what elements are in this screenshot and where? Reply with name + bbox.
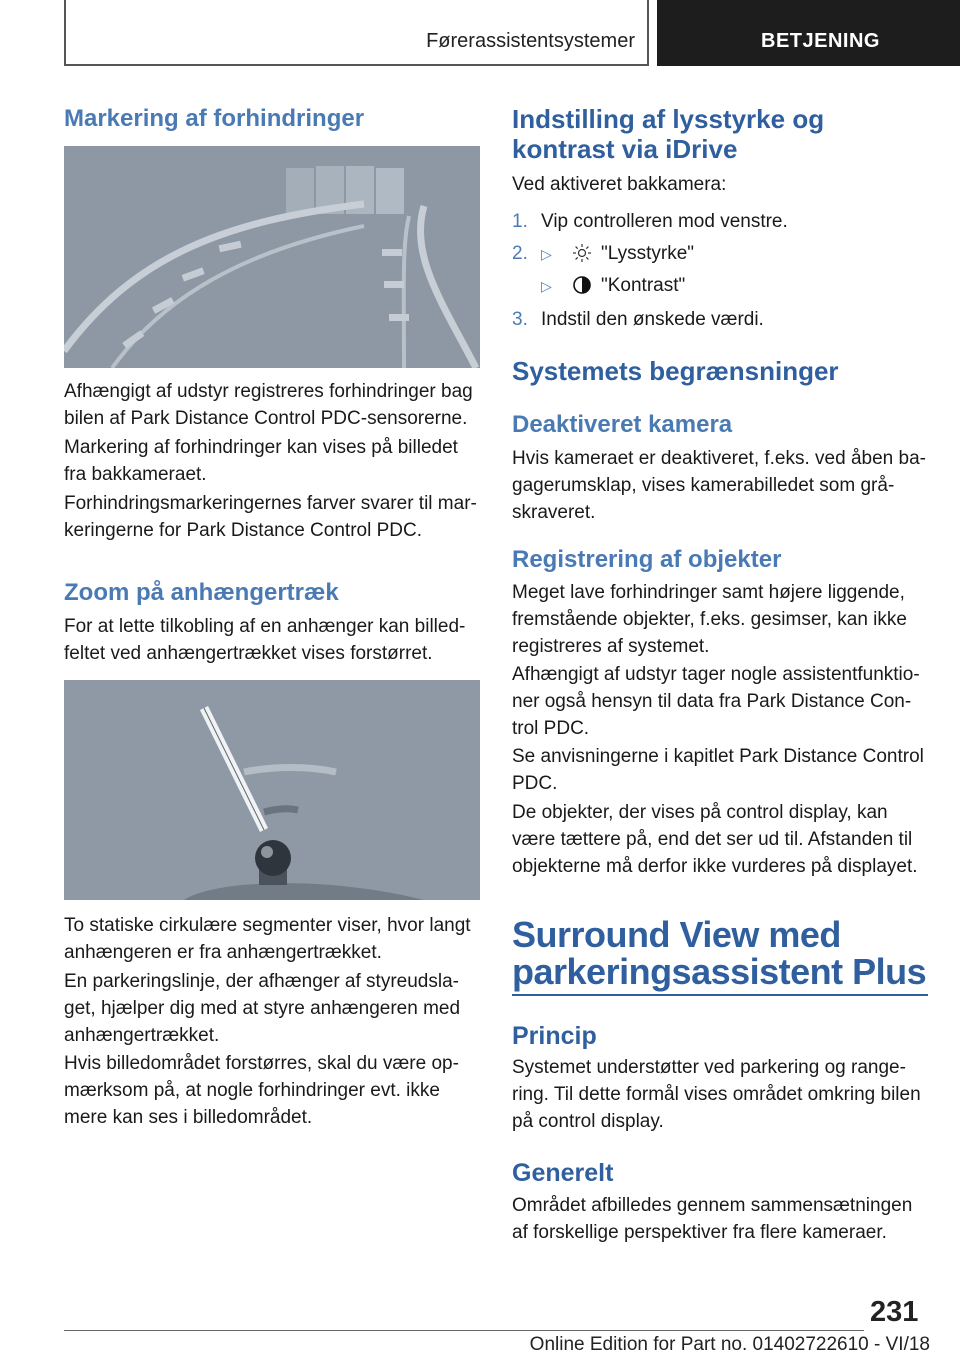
paragraph: Se anvisningerne i kapitlet Park Distance Control PDC. bbox=[512, 746, 924, 794]
header-chapter-title: BETJENING bbox=[761, 30, 880, 52]
footer-edition: Online Edition for Part no. 01402722610 - VI/18 bbox=[529, 1334, 930, 1355]
brightness-icon bbox=[572, 243, 592, 263]
paragraph: For at lette tilkobling af en anhænger kan billed-feltet ved anhængertrækket vises forstørret. bbox=[64, 616, 466, 664]
section-divider bbox=[512, 994, 928, 996]
paragraph: De objekter, der vises på control display, kan være tættere på, end det ser ud til. Afstanden til objekterne må derfor ikke vurderes på displayet. bbox=[512, 802, 918, 877]
list-item bbox=[512, 272, 928, 299]
step-number: 1. bbox=[512, 211, 528, 232]
paragraph: Afhængigt af udstyr tager nogle assistentfunktio-ner også hensyn til data fra Park Distance Con-trol PDC. bbox=[512, 664, 920, 739]
paragraph: Ved aktiveret bakkamera: bbox=[512, 174, 727, 195]
paragraph: Forhindringsmarkeringernes farver svarer til mar-keringerne for Park Distance Control PDC. bbox=[64, 493, 477, 541]
heading-indstilling: Indstilling af lysstyrke og kontrast via iDrive bbox=[512, 104, 825, 164]
header-chapter-tab bbox=[657, 0, 960, 66]
paragraph: Hvis kameraet er deaktiveret, f.eks. ved åben ba-gagerumsklap, vises kamerabilledet som grå-skraveret. bbox=[512, 448, 926, 523]
step-text: Vip controlleren mod venstre. bbox=[541, 211, 788, 232]
header-section-tab bbox=[64, 0, 649, 66]
trailer-hitch-illustration bbox=[64, 680, 480, 900]
heading-surround-view: Surround View med parkeringsassistent Plus bbox=[512, 914, 927, 992]
list-item bbox=[512, 208, 928, 235]
arrow-right-icon: ▷ bbox=[541, 246, 552, 262]
paragraph: Meget lave forhindringer samt højere liggende, fremstående objekter, f.eks. gesimser, kan ikke registreres af systemet. bbox=[512, 582, 907, 657]
rear-view-camera-illustration bbox=[64, 146, 480, 368]
figure-trailer-hitch-zoom bbox=[64, 680, 480, 900]
header-section-title: Førerassistentsystemer bbox=[426, 30, 635, 52]
paragraph: Afhængigt af udstyr registreres forhindringer bag bilen af Park Distance Control PDC-sensorerne. bbox=[64, 381, 473, 429]
paragraph: En parkeringslinje, der afhænger af styreudsla-get, hjælper dig med at styre anhængeren med anhængertrækket. bbox=[64, 971, 461, 1046]
figure-obstacle-marking bbox=[64, 146, 480, 368]
heading-princip: Princip bbox=[512, 1022, 597, 1050]
step-number: 2. bbox=[512, 243, 528, 264]
list-item bbox=[512, 306, 928, 333]
list-item bbox=[512, 240, 928, 267]
heading-begraensninger: Systemets begrænsninger bbox=[512, 356, 839, 386]
step-text: "Lysstyrke" bbox=[601, 243, 695, 264]
paragraph: To statiske cirkulære segmenter viser, hvor langt anhængeren er fra anhængertrækket. bbox=[64, 915, 471, 963]
paragraph: Hvis billedområdet forstørres, skal du være op-mærksom på, at nogle forhindringer evt. ikke mere kan ses i billedområdet. bbox=[64, 1053, 459, 1128]
step-number: 3. bbox=[512, 309, 528, 330]
step-text: "Kontrast" bbox=[601, 275, 686, 296]
heading-zoom: Zoom på anhængertræk bbox=[64, 579, 339, 606]
page-number: 231 bbox=[870, 1296, 919, 1328]
contrast-icon bbox=[572, 275, 592, 295]
footer-divider bbox=[64, 1330, 864, 1331]
paragraph: Området afbilledes gennem sammensætningen af forskellige perspektiver fra flere kameraer. bbox=[512, 1195, 913, 1243]
step-text: Indstil den ønskede værdi. bbox=[541, 309, 764, 330]
arrow-right-icon: ▷ bbox=[541, 278, 552, 294]
paragraph: Systemet understøtter ved parkering og range-ring. Til dette formål vises området omkring bilen på control display. bbox=[512, 1057, 921, 1132]
heading-deaktiveret: Deaktiveret kamera bbox=[512, 411, 733, 438]
paragraph: Markering af forhindringer kan vises på billedet fra bakkameraet. bbox=[64, 437, 458, 485]
heading-registrering: Registrering af objekter bbox=[512, 546, 782, 573]
heading-markering: Markering af forhindringer bbox=[64, 105, 365, 132]
heading-generelt: Generelt bbox=[512, 1159, 614, 1187]
